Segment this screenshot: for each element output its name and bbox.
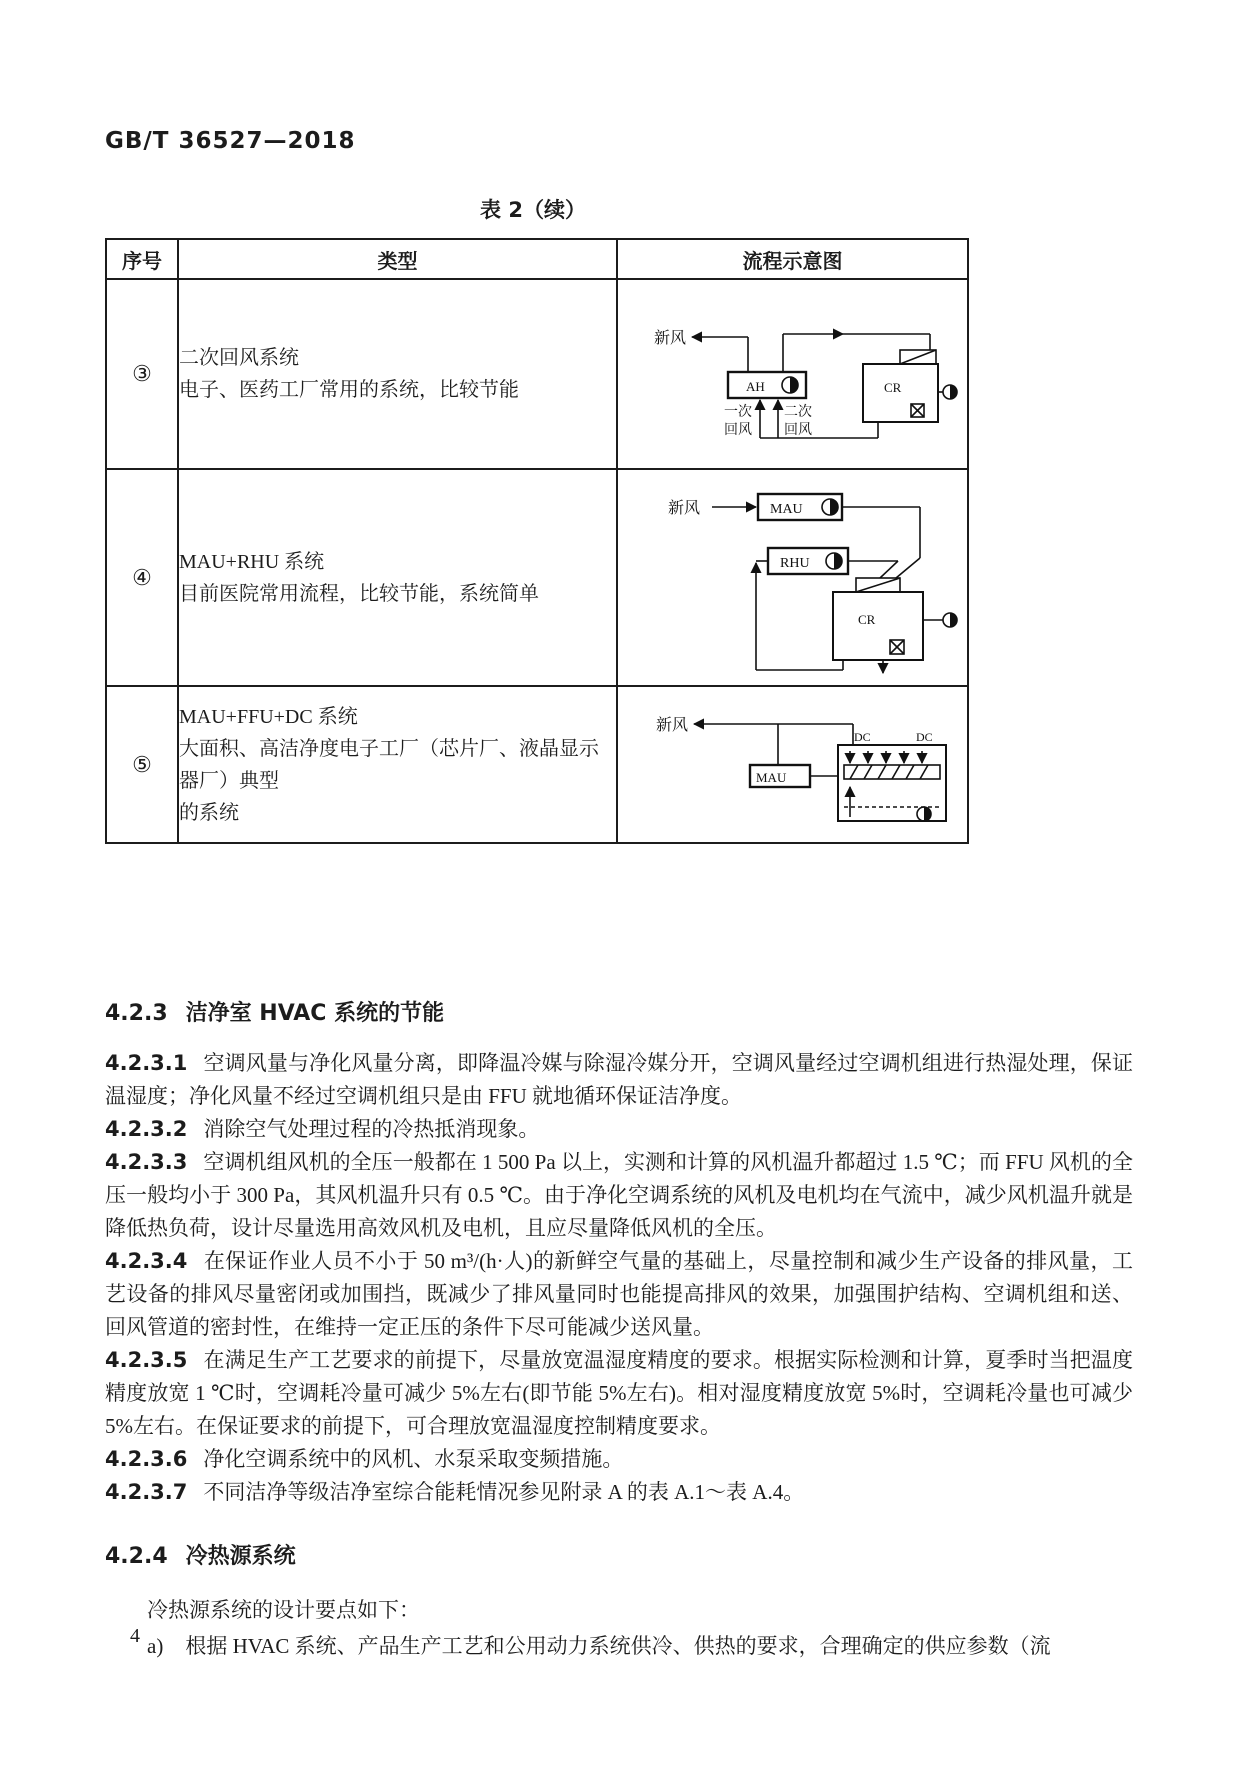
type-line: 大面积、高洁净度电子工厂（芯片厂、液晶显示器厂）典型 [179, 737, 599, 792]
clause-text: 在满足生产工艺要求的前提下，尽量放宽温湿度精度的要求。根据实际检测和计算，夏季时当把温度精度放宽 1 ℃时，空调耗冷量可减少 5%左右(即节能 5%左右)。相对湿度精度放宽 5%时，空调耗冷量也可减少 5%左右。在保证要求的前提下，可合理放宽温湿度控制精度要求。 [105, 1348, 1133, 1438]
document-number: GB/T 36527—2018 [105, 128, 356, 154]
clause-number: 4.2.3.1 [105, 1051, 188, 1075]
clause-paragraph [105, 1245, 1133, 1344]
page-number: 4 [130, 1625, 140, 1647]
column-header-type: 类型 [178, 239, 617, 279]
row-type-cell [178, 686, 617, 843]
clause-number: 4.2.3.7 [105, 1480, 188, 1504]
section-heading-4-2-4 [105, 1539, 1133, 1570]
row-index: ③ [106, 279, 178, 469]
clause-number: 4.2.3.2 [105, 1117, 188, 1141]
row-index: ⑤ [106, 686, 178, 843]
secondary-return-label-1: 二次 [783, 404, 812, 420]
flow-diagram-cell [617, 686, 968, 843]
clause-number: 4.2.3.5 [105, 1348, 188, 1372]
rhu-label: RHU [779, 556, 810, 571]
clause-text: 不同洁净等级洁净室综合能耗情况参见附录 A 的表 A.1～表 A.4。 [203, 1480, 805, 1504]
clause-paragraph [105, 1344, 1133, 1443]
fresh-air-label: 新风 [655, 717, 688, 734]
dc-label: DC [853, 730, 871, 744]
flow-diagram-secondary-return [628, 292, 958, 452]
flow-diagram-cell [617, 279, 968, 469]
type-line: MAU+RHU 系统 [179, 550, 325, 573]
fresh-air-label: 新风 [653, 329, 686, 347]
clause-text: 净化空调系统中的风机、水泵采取变频措施。 [203, 1447, 624, 1471]
intro-sentence: 冷热源系统的设计要点如下： [147, 1598, 420, 1622]
section-number: 4.2.3 [105, 1001, 168, 1026]
flow-diagram-mau-ffu-dc [628, 687, 958, 837]
table-row [106, 686, 968, 843]
type-line: 目前医院常用流程，比较节能，系统简单 [179, 582, 539, 605]
clause-paragraph [105, 1047, 1133, 1113]
flow-diagram-mau-rhu [628, 470, 958, 680]
list-item-a [105, 1630, 1133, 1663]
type-line: 的系统 [179, 801, 239, 824]
cleanroom-box [833, 592, 923, 660]
row-type-cell [178, 279, 617, 469]
clause-paragraph [105, 1476, 1133, 1509]
cleanroom-label: CR [857, 612, 875, 627]
ffu-filter-band [844, 765, 940, 779]
primary-return-label-2: 回风 [723, 422, 752, 438]
section-title: 冷热源系统 [185, 1544, 296, 1569]
table-row [106, 279, 968, 469]
column-header-index: 序号 [106, 239, 178, 279]
section-heading-4-2-3 [105, 996, 1133, 1027]
clause-text: 空调机组风机的全压一般都在 1 500 Pa 以上，实测和计算的风机温升都超过 1.5 ℃；而 FFU 风机的全压一般均小于 300 Pa，其风机温升只有 0.5 ℃。由于净化空调系统的风机及电机均在气流中，减少风机温升就是降低热负荷，设计尽量选用高效风机及电机，且应尽量降低风机的全压。 [105, 1150, 1133, 1240]
system-type-table [105, 238, 969, 844]
list-item-text: 根据 HVAC 系统、产品生产工艺和公用动力系统供冷、供热的要求，合理确定的供应参数（流 [185, 1634, 1051, 1658]
clause-paragraph [105, 1443, 1133, 1476]
clause-text: 消除空气处理过程的冷热抵消现象。 [203, 1117, 540, 1141]
clause-number: 4.2.3.4 [105, 1249, 188, 1273]
clause-text: 在保证作业人员不小于 50 m³/(h·人)的新鲜空气量的基础上，尽量控制和减少生产设备的排风量，工艺设备的排风尽量密闭或加围挡，既减少了排风量同时也能提高排风的效果，加强围护结构、空调机组和送、回风管道的密封性，在维持一定正压的条件下尽可能减少送风量。 [105, 1249, 1133, 1339]
table-header-row [106, 239, 968, 279]
section-number: 4.2.4 [105, 1544, 168, 1569]
clause-paragraph [105, 1146, 1133, 1245]
clause-number: 4.2.3.6 [105, 1447, 188, 1471]
secondary-return-label-2: 回风 [783, 422, 812, 438]
mau-label: MAU [755, 770, 786, 785]
section-body [105, 1047, 1133, 1509]
column-header-flow: 流程示意图 [617, 239, 968, 279]
table-title: 表 2（续） [480, 198, 586, 222]
row-type-cell [178, 469, 617, 686]
table-row [106, 469, 968, 686]
type-line: 二次回风系统 [179, 347, 299, 369]
mau-label: MAU [769, 502, 803, 517]
fresh-air-label: 新风 [667, 500, 700, 517]
row-index: ④ [106, 469, 178, 686]
clause-paragraph [105, 1113, 1133, 1146]
type-line: MAU+FFU+DC 系统 [179, 705, 358, 728]
ahu-label: AH [745, 378, 765, 394]
cleanroom-label: CR [883, 379, 901, 395]
type-line: 电子、医药工厂常用的系统，比较节能 [179, 379, 519, 401]
clause-number: 4.2.3.3 [105, 1150, 188, 1174]
section-title: 洁净室 HVAC 系统的节能 [185, 1001, 445, 1026]
dc-label: DC [915, 730, 933, 744]
clause-text: 空调风量与净化风量分离，即降温冷媒与除湿冷媒分开，空调风量经过空调机组进行热湿处理，保证温湿度；净化风量不经过空调机组只是由 FFU 就地循环保证洁净度。 [105, 1051, 1133, 1108]
primary-return-label-1: 一次 [723, 404, 752, 420]
list-item-label: a) [147, 1634, 164, 1658]
flow-diagram-cell [617, 469, 968, 686]
